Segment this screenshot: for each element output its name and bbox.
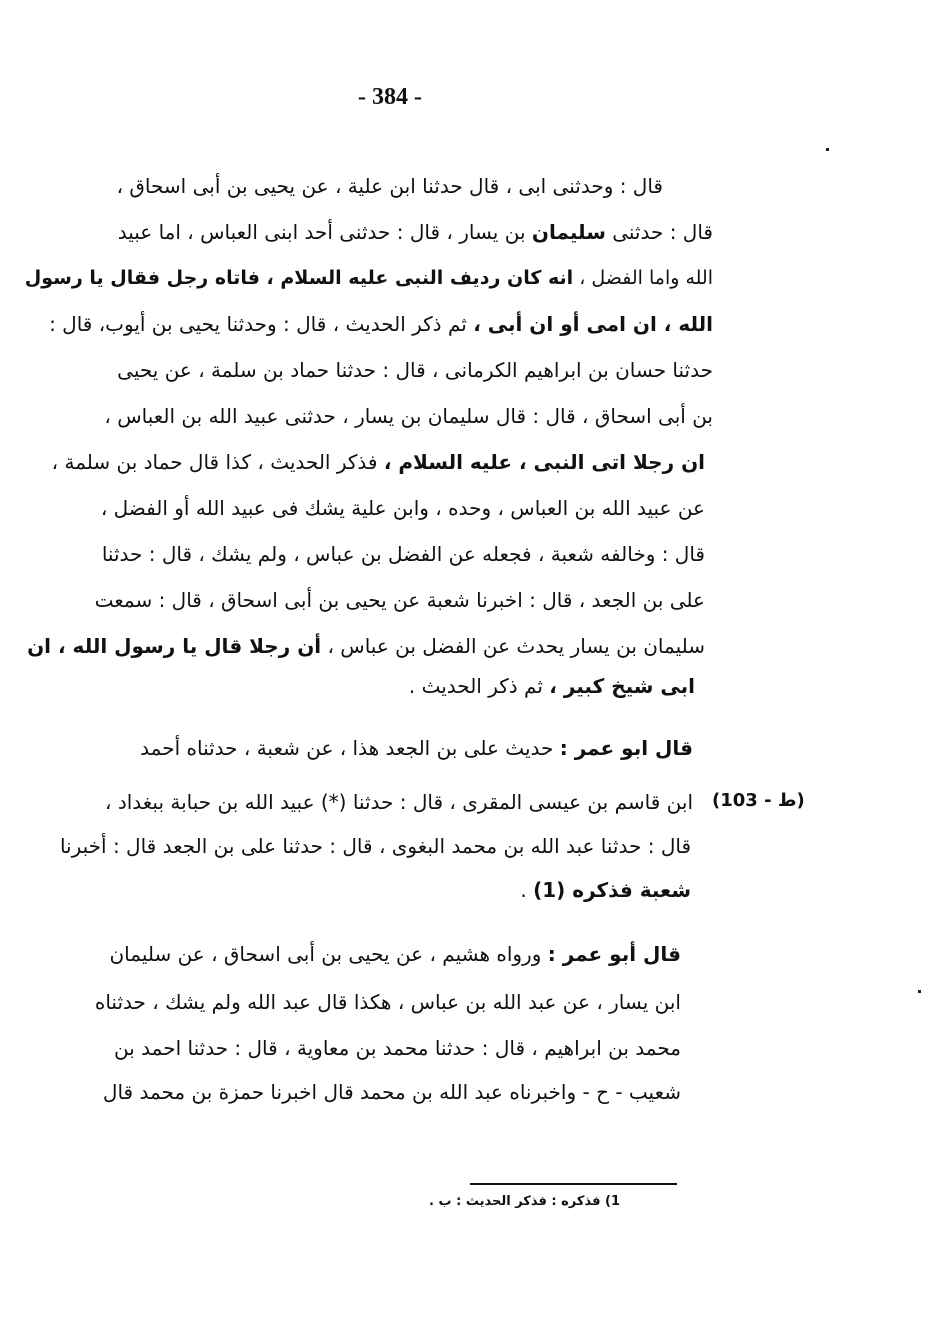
text-run-bold: ابى شيخ كبير ،	[549, 674, 695, 698]
text-run: قال : حدثنى	[612, 220, 713, 244]
text-line: قال : حدثنا عبد الله بن محمد البغوى ، قال : حدثنا على بن الجعد قال : أخبرنا	[59, 834, 691, 858]
text-line	[409, 670, 695, 704]
text-line: عن عبيد الله بن العباس ، وحده ، وابن علية يشك فى عبيد الله أو الفضل ،	[100, 496, 705, 520]
text-run-bold: أن رجلا قال يا رسول الله ، ان	[27, 634, 322, 658]
text-run-bold: قال ابو عمر :	[559, 736, 693, 760]
scan-speck	[918, 990, 921, 993]
text-line: حدثنا حسان بن ابراهيم الكرمانى ، قال : حدثنا حماد بن سلمة ، عن يحيى	[117, 358, 713, 382]
text-run: ثم ذكر الحديث .	[408, 674, 543, 698]
text-run-bold: الله ، ان امى أو ان أبى ،	[473, 312, 713, 336]
page-number: - 384 -	[358, 84, 422, 110]
scan-speck	[826, 148, 829, 151]
footnote-divider	[470, 1183, 677, 1185]
text-run: فذكر الحديث ، كذا قال حماد بن سلمة ،	[51, 450, 378, 474]
text-line: محمد بن ابراهيم ، قال : حدثنا محمد بن معاوية ، قال : حدثنا احمد بن	[114, 1036, 681, 1060]
text-line	[52, 446, 705, 480]
text-run-bold: ان رجلا اتى النبى ، عليه السلام ،	[383, 450, 705, 474]
text-line: بن أبى اسحاق ، قال : قال سليمان بن يسار ، حدثنى عبيد الله بن العباس ،	[104, 404, 713, 428]
text-line	[25, 262, 713, 296]
text-run: .	[520, 878, 527, 902]
text-line: على بن الجعد ، قال : اخبرنا شعبة عن يحيى بن أبى اسحاق ، قال : سمعت	[94, 588, 705, 612]
text-line	[520, 874, 691, 908]
text-line	[140, 732, 693, 766]
text-line	[109, 938, 681, 972]
text-line	[49, 308, 713, 342]
text-run-bold: سليمان	[531, 220, 606, 244]
text-run: ثم ذكر الحديث ، قال : وحدثنا يحيى بن أيوب، قال :	[49, 312, 467, 336]
text-run-bold: انه كان رديف النبى عليه السلام ، فاتاه رجل فقال يا رسول	[24, 267, 574, 289]
text-line: ابن قاسم بن عيسى المقرى ، قال : حدثنا (*) عبيد الله بن حبابة ببغداد ،	[105, 790, 693, 814]
footnote: 1) فذكره : فذكر الحديث : ب .	[429, 1194, 620, 1209]
text-run: بن يسار ، قال : حدثنى أحد ابنى العباس ، اما عبيد	[117, 220, 526, 244]
text-run: ورواه هشيم ، عن يحيى بن أبى اسحاق ، عن سليمان	[109, 942, 542, 966]
text-line	[27, 630, 705, 664]
text-line	[118, 216, 713, 250]
text-line: ابن يسار ، عن عبد الله بن عباس ، هكذا قال عبد الله ولم يشك ، حدثناه	[94, 990, 681, 1014]
text-run-bold: قال أبو عمر :	[547, 942, 681, 966]
text-line: قال : وحدثنى ابى ، قال حدثنا ابن علية ، عن يحيى بن أبى اسحاق ،	[116, 174, 663, 198]
text-line: قال : وخالفه شعبة ، فجعله عن الفضل بن عباس ، ولم يشك ، قال : حدثنا	[101, 542, 705, 566]
text-run: سليمان بن يسار يحدث عن الفضل بن عباس ،	[327, 634, 705, 658]
text-run: الله واما الفضل ،	[579, 267, 713, 289]
text-run-bold: شعبة فذكره (1)	[533, 878, 691, 902]
text-run: حديث على بن الجعد هذا ، عن شعبة ، حدثناه أحمد	[140, 736, 554, 760]
text-line: شعيب - ح - واخبرناه عبد الله بن محمد قال اخبرنا حمزة بن محمد قال	[102, 1080, 681, 1104]
margin-note: (103 - ط)	[712, 790, 805, 811]
